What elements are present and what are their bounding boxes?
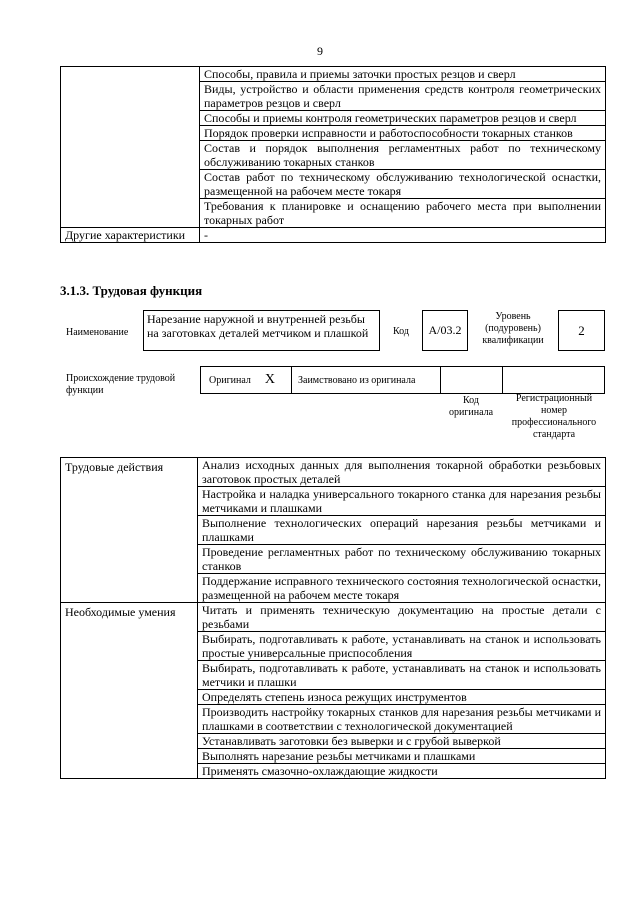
row-item: Поддержание исправного технического состояния технологической оснастки, размещенной на рабочем месте токаря (198, 574, 606, 603)
row-item: Состав работ по техническому обслуживанию технологической оснастки, размещенной на рабочем месте токаря (200, 170, 606, 199)
level-label: Уровень (подуровень) квалификации (482, 311, 544, 346)
row-item: - (200, 228, 606, 243)
top-table (60, 66, 606, 243)
code-original-box (440, 366, 503, 394)
row-item: Производить настройку токарных станков для нарезания резьбы метчиками и плашками в соответствии с технологической документацией (198, 705, 606, 734)
row-item: Способы, правила и приемы заточки простых резцов и сверл (200, 67, 606, 82)
row-label: Необходимые умения (61, 603, 198, 779)
table-row (61, 458, 606, 487)
row-item: Порядок проверки исправности и работоспособности токарных станков (200, 126, 606, 141)
code-value: A/03.2 (422, 310, 468, 351)
reg-number-caption: Регистрационный номер профессионального стандарта (511, 393, 597, 440)
row-item: Состав и порядок выполнения регламентных работ по техническому обслуживанию токарных станков (200, 141, 606, 170)
code-original-caption: Код оригинала (448, 395, 494, 418)
row-item: Выполнять нарезание резьбы метчиками и плашками (198, 749, 606, 764)
row-item: Требования к планировке и оснащению рабочего места при выполнении токарных работ (200, 199, 606, 228)
code-label: Код (393, 326, 409, 337)
row-item: Настройка и наладка универсального токарного станка для нарезания резьбы метчиками и плашками (198, 487, 606, 516)
original-cell (200, 366, 292, 394)
row-label: Другие характеристики (61, 228, 200, 243)
origin-label: Происхождение трудовой функции (66, 373, 176, 396)
origin-row (200, 366, 605, 394)
original-label: Оригинал (209, 374, 251, 386)
table-row (61, 228, 606, 243)
table-row (61, 603, 606, 632)
name-label: Наименование (66, 327, 129, 338)
row-item: Читать и применять техническую документацию на простые детали с резьбами (198, 603, 606, 632)
row-item: Выполнение технологических операций нарезания резьбы метчиками и плашками (198, 516, 606, 545)
main-table (60, 457, 606, 779)
row-item: Применять смазочно-охлаждающие жидкости (198, 764, 606, 779)
row-label (61, 67, 200, 228)
row-item: Виды, устройство и области применения средств контроля геометрических параметров резцов и сверл (200, 82, 606, 111)
row-item: Выбирать, подготавливать к работе, устанавливать на станок и использовать простые универсальные приспособления (198, 632, 606, 661)
row-label: Трудовые действия (61, 458, 198, 603)
row-item: Устанавливать заготовки без выверки и с грубой выверкой (198, 734, 606, 749)
level-value: 2 (558, 310, 605, 351)
borrowed-label: Заимствовано из оригинала (291, 366, 441, 394)
row-item: Определять степень износа режущих инструментов (198, 690, 606, 705)
reg-number-box (502, 366, 605, 394)
row-item: Анализ исходных данных для выполнения токарной обработки резьбовых заготовок простых деталей (198, 458, 606, 487)
table-row (61, 67, 606, 82)
original-mark: X (264, 372, 276, 387)
section-title: 3.1.3. Трудовая функция (60, 283, 203, 298)
name-value: Нарезание наружной и внутренней резьбы на заготовках деталей метчиком и плашкой (143, 310, 380, 351)
row-item: Выбирать, подготавливать к работе, устанавливать на станок и использовать метчики и плашки (198, 661, 606, 690)
row-item: Проведение регламентных работ по техническому обслуживанию токарных станков (198, 545, 606, 574)
row-item: Способы и приемы контроля геометрических параметров резцов и сверл (200, 111, 606, 126)
page-number: 9 (317, 44, 323, 58)
